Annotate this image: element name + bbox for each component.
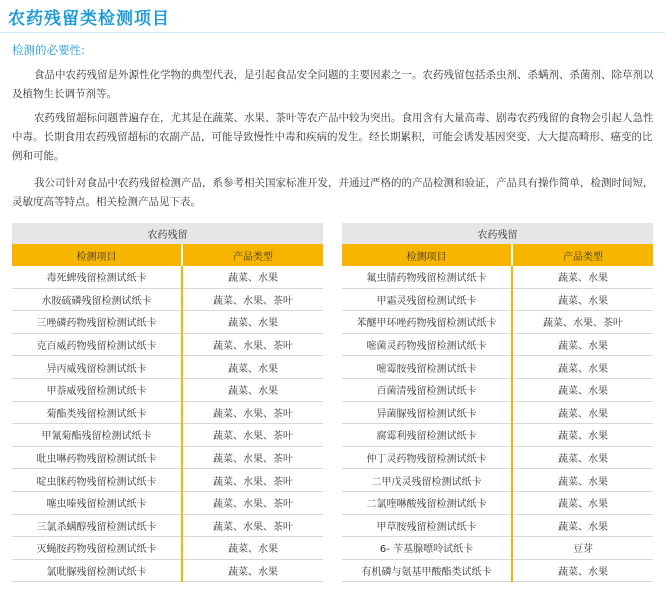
table-row — [342, 356, 653, 379]
item-cell: 异丙威残留检测试纸卡 — [12, 356, 182, 379]
section-heading: 检测的必要性: — [12, 43, 85, 57]
item-cell: 啶虫脒药物残留检测试纸卡 — [12, 469, 182, 492]
table-row — [342, 491, 653, 514]
column-header-type: 产品类型 — [182, 244, 323, 266]
table-row — [342, 333, 653, 356]
intro-paragraph-2: 农药残留超标问题普遍存在，尤其是在蔬菜、水果、茶叶等农产品中较为突出。食用含有大量高毒、剧毒农药残留的食物会引起人急性中毒。长期食用农药残留超标的农副产品，可能导致慢性中毒和疾病的发生。经长期累积，可能会诱发基因突变、大大提高畸形、癌变的比例和可能。 — [12, 112, 654, 162]
item-cell: 苯醚甲环唑药物残留检测试纸卡 — [342, 311, 512, 334]
type-cell: 蔬菜、水果、茶叶 — [182, 446, 323, 469]
table-group-header: 农药残留 — [12, 223, 323, 244]
table-row — [12, 446, 323, 469]
type-cell: 蔬菜、水果 — [512, 424, 653, 447]
type-cell: 蔬菜、水果、茶叶 — [182, 333, 323, 356]
column-header-type: 产品类型 — [512, 244, 653, 266]
type-cell: 蔬菜、水果 — [512, 491, 653, 514]
table-group-header: 农药残留 — [342, 223, 653, 244]
table-row — [12, 401, 323, 424]
type-cell: 蔬菜、水果 — [182, 559, 323, 582]
item-cell: 三唑磷药物残留检测试纸卡 — [12, 311, 182, 334]
table-row — [342, 424, 653, 447]
type-cell: 蔬菜、水果 — [512, 356, 653, 379]
right-product-table — [342, 223, 653, 582]
type-cell: 蔬菜、水果、茶叶 — [182, 424, 323, 447]
item-cell: 腐霉利残留检测试纸卡 — [342, 424, 512, 447]
item-cell: 毒死蜱残留检测试纸卡 — [12, 266, 182, 288]
table-row — [342, 469, 653, 492]
type-cell: 蔬菜、水果 — [512, 266, 653, 288]
type-cell: 蔬菜、水果 — [512, 559, 653, 582]
type-cell: 蔬菜、水果 — [512, 514, 653, 537]
item-cell: 克百威药物残留检测试纸卡 — [12, 333, 182, 356]
table-row — [12, 333, 323, 356]
intro-paragraph-1: 食品中农药残留是外源性化学物的典型代表，是引起食品安全问题的主要因素之一。农药残留包括杀虫剂、杀螨剂、杀菌剂、除草剂以及植物生长调节剂等。 — [12, 69, 654, 100]
table-row — [342, 401, 653, 424]
item-cell: 甲霜灵残留检测试纸卡 — [342, 288, 512, 311]
item-cell: 甲草胺残留检测试纸卡 — [342, 514, 512, 537]
table-row — [12, 288, 323, 311]
title-divider — [0, 32, 665, 33]
type-cell: 蔬菜、水果 — [182, 266, 323, 288]
type-cell: 蔬菜、水果 — [182, 356, 323, 379]
type-cell: 蔬菜、水果 — [512, 333, 653, 356]
item-cell: 二甲戊灵残留检测试纸卡 — [342, 469, 512, 492]
item-cell: 吡虫啉药物残留检测试纸卡 — [12, 446, 182, 469]
table-row — [12, 514, 323, 537]
table-row — [12, 266, 323, 288]
type-cell: 蔬菜、水果 — [182, 311, 323, 334]
type-cell: 蔬菜、水果、茶叶 — [182, 288, 323, 311]
table-row — [342, 288, 653, 311]
item-cell: 异菌脲残留检测试纸卡 — [342, 401, 512, 424]
type-cell: 蔬菜、水果、茶叶 — [182, 469, 323, 492]
table-row — [342, 446, 653, 469]
table-row — [342, 378, 653, 401]
left-product-table — [12, 223, 323, 582]
item-cell: 氯吡脲残留检测试纸卡 — [12, 559, 182, 582]
item-cell: 灭蝇胺药物残留检测试纸卡 — [12, 537, 182, 560]
type-cell: 蔬菜、水果、茶叶 — [512, 311, 653, 334]
column-header-item: 检测项目 — [342, 244, 512, 266]
page-title: 农药残留类检测项目 — [8, 9, 170, 29]
table-row — [12, 469, 323, 492]
type-cell: 蔬菜、水果、茶叶 — [182, 491, 323, 514]
type-cell: 蔬菜、水果、茶叶 — [182, 401, 323, 424]
table-row — [12, 378, 323, 401]
table-row — [12, 491, 323, 514]
item-cell: 嘧霉胺残留检测试纸卡 — [342, 356, 512, 379]
item-cell: 氟虫腈药物残留检测试纸卡 — [342, 266, 512, 288]
type-cell: 蔬菜、水果 — [512, 288, 653, 311]
item-cell: 甲氰菊酯残留检测试纸卡 — [12, 424, 182, 447]
item-cell: 菊酯类残留检测试纸卡 — [12, 401, 182, 424]
table-row — [12, 424, 323, 447]
item-cell: 有机磷与氨基甲酸酯类试纸卡 — [342, 559, 512, 582]
item-cell: 甲萘威残留检测试纸卡 — [12, 378, 182, 401]
column-header-item: 检测项目 — [12, 244, 182, 266]
item-cell: 噻虫嗪残留检测试纸卡 — [12, 491, 182, 514]
type-cell: 蔬菜、水果 — [512, 446, 653, 469]
table-row — [342, 266, 653, 288]
item-cell: 百菌清残留检测试纸卡 — [342, 378, 512, 401]
type-cell: 蔬菜、水果 — [512, 401, 653, 424]
table-row — [342, 514, 653, 537]
table-row — [342, 311, 653, 334]
type-cell: 蔬菜、水果、茶叶 — [182, 514, 323, 537]
table-row — [12, 559, 323, 582]
item-cell: 6- 苄基腺嘌呤试纸卡 — [342, 537, 512, 560]
item-cell: 水胺硫磷残留检测试纸卡 — [12, 288, 182, 311]
type-cell: 豆芽 — [512, 537, 653, 560]
item-cell: 三氯杀螨醇残留检测试纸卡 — [12, 514, 182, 537]
item-cell: 嘧菌灵药物残留检测试纸卡 — [342, 333, 512, 356]
type-cell: 蔬菜、水果 — [182, 378, 323, 401]
table-row — [12, 537, 323, 560]
table-row — [12, 356, 323, 379]
type-cell: 蔬菜、水果 — [512, 378, 653, 401]
type-cell: 蔬菜、水果 — [182, 537, 323, 560]
item-cell: 二氯喹啉酸残留检测试纸卡 — [342, 491, 512, 514]
table-row — [342, 537, 653, 560]
intro-paragraph-3: 我公司针对食品中农药残留检测产品，系参考相关国家标准开发，并通过严格的的产品检测和验证，产品具有操作简单，检测时间短，灵敏度高等特点。相关检测产品见下表。 — [12, 177, 654, 208]
table-row — [342, 559, 653, 582]
type-cell: 蔬菜、水果 — [512, 469, 653, 492]
table-row — [12, 311, 323, 334]
item-cell: 仲丁灵药物残留检测试纸卡 — [342, 446, 512, 469]
